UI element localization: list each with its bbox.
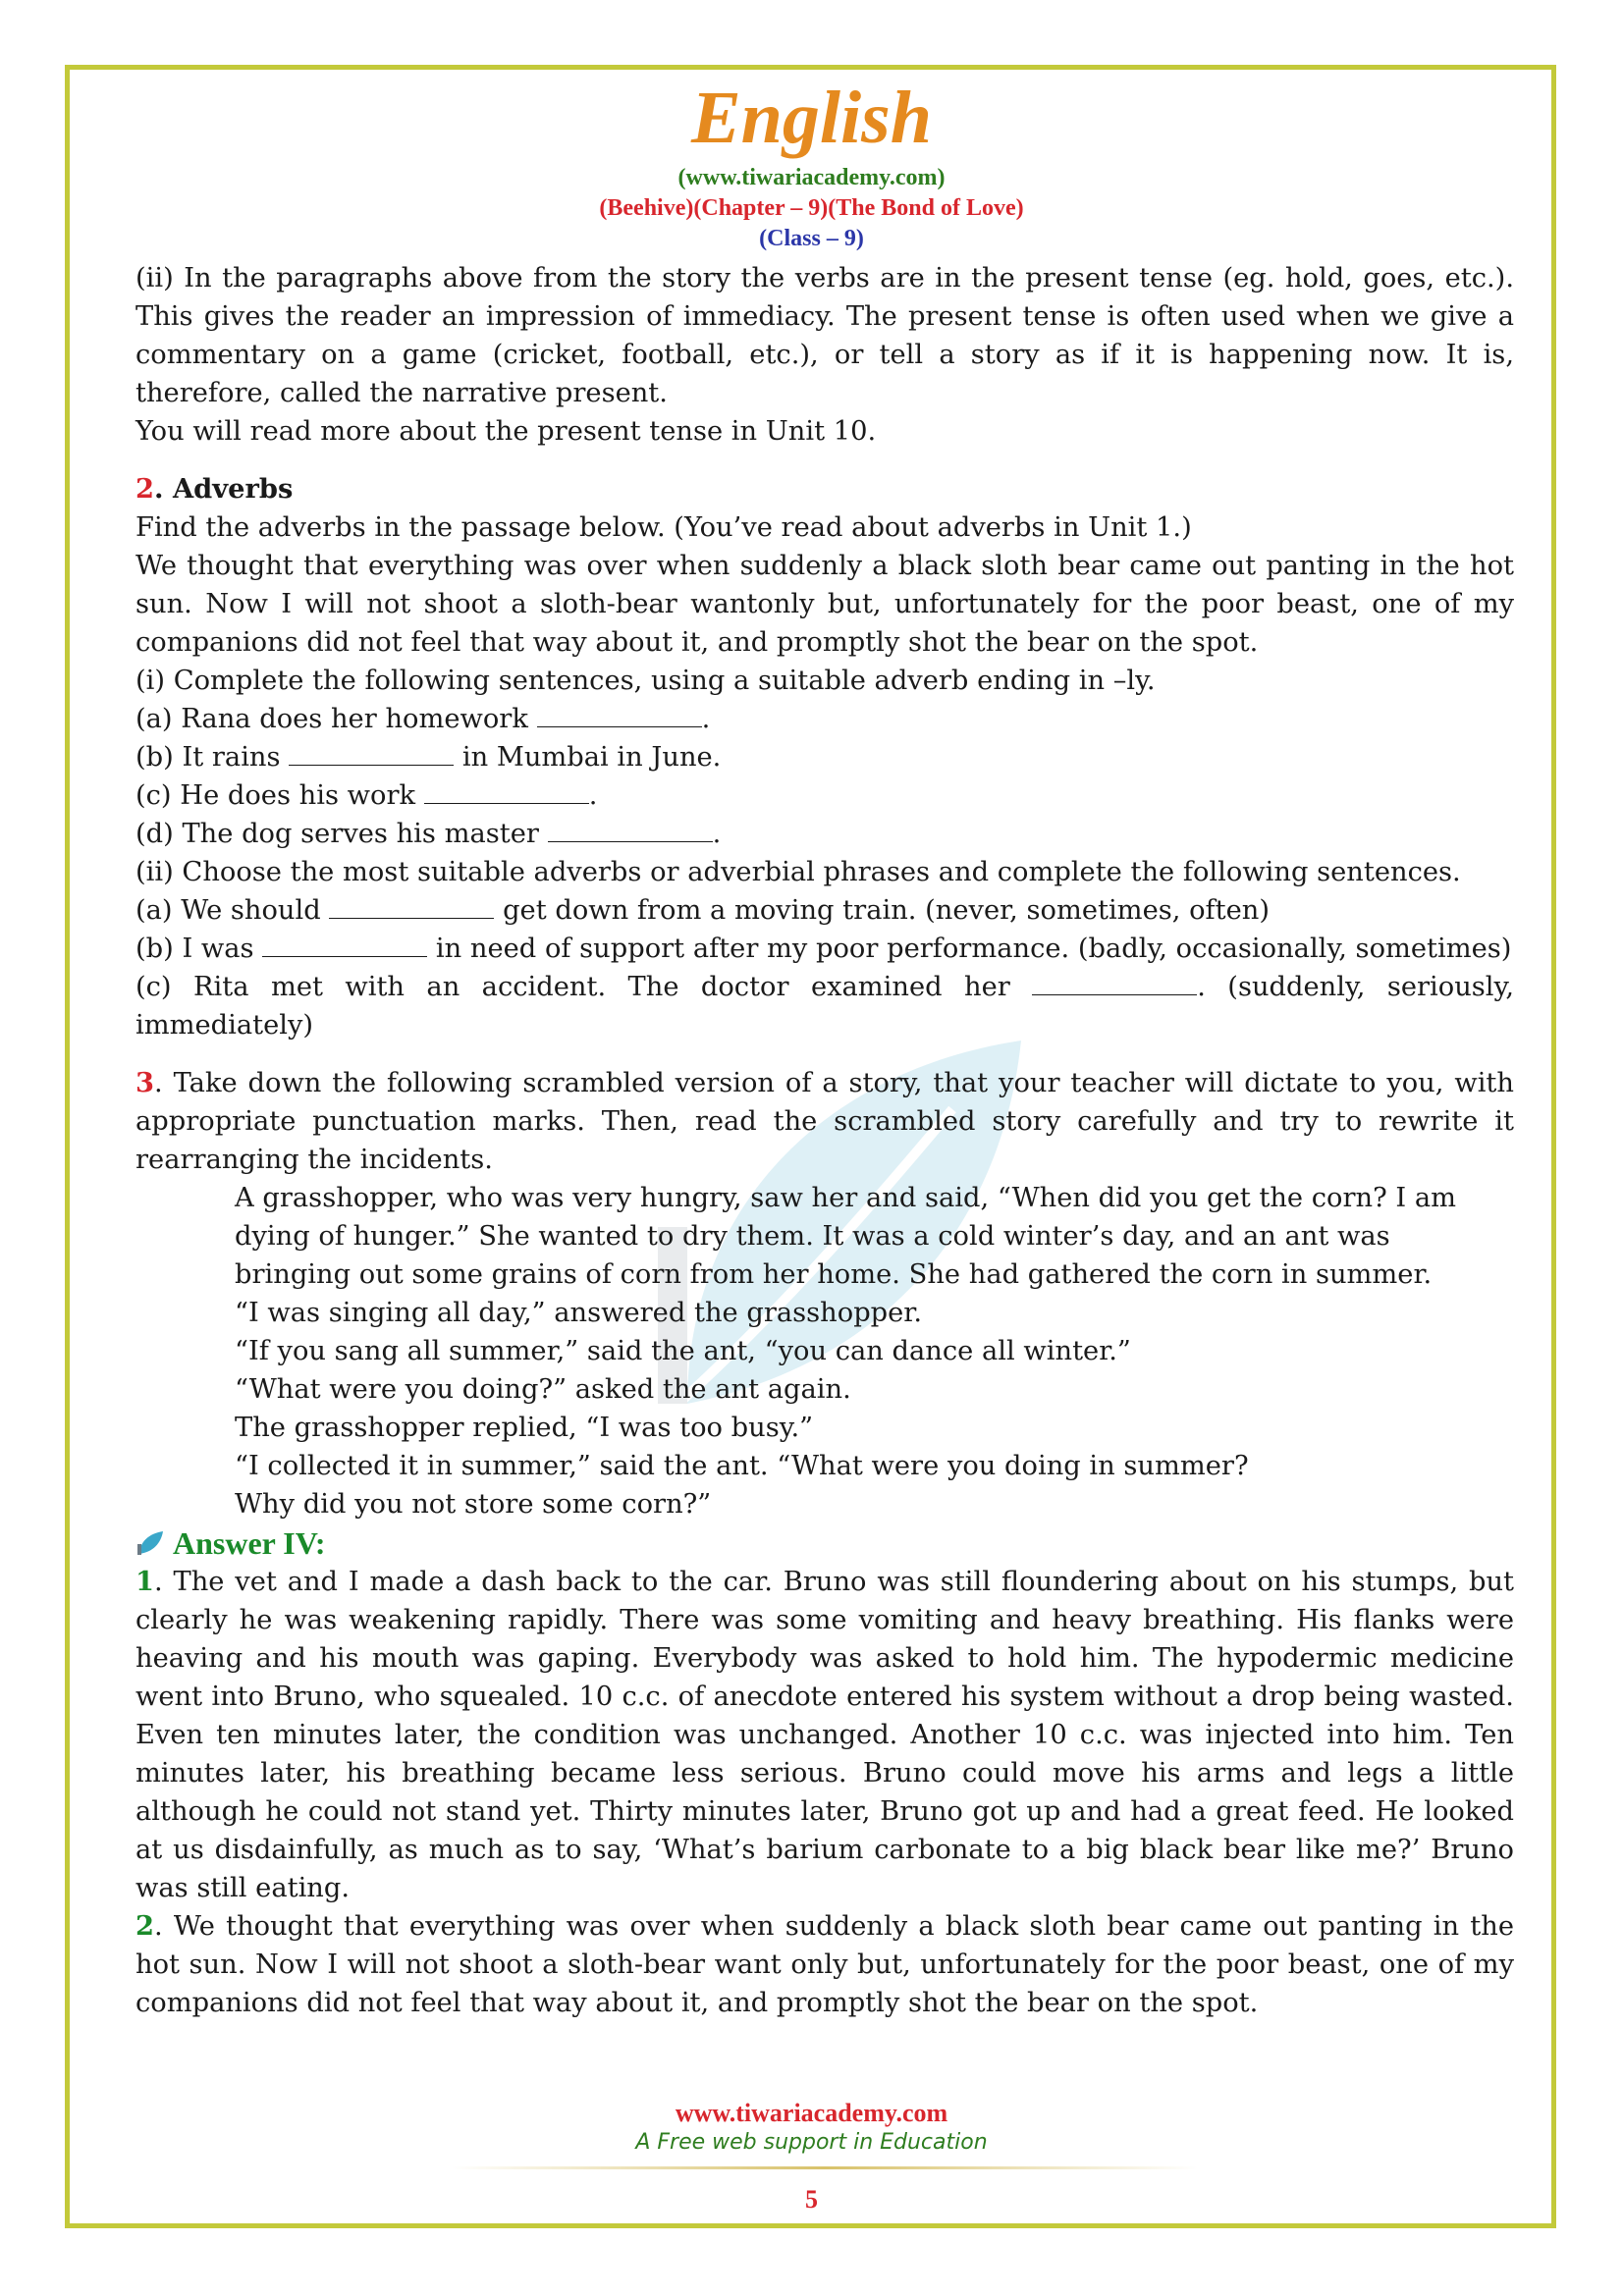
- page-title: English: [690, 77, 933, 159]
- blank-line: [262, 933, 427, 957]
- footer-website: www.tiwariacademy.com: [675, 2099, 948, 2127]
- answer-2-number: 2: [135, 1910, 154, 1942]
- q3-number: 3: [135, 1067, 154, 1098]
- header-website: (www.tiwariacademy.com): [677, 165, 946, 190]
- footer-divider: [452, 2166, 1198, 2169]
- intro-paragraph: (ii) In the paragraphs above from the story the verbs are in the present tense (eg. hold, goes, etc.). This gives the reader an impression of immediacy. The present tense is often used when we give a commentary on a game (cricket, football, etc.), or tell a story as if it is happening now. It is, therefore, called the narrative present.: [135, 263, 1514, 408]
- answer-heading: Answer IV:: [135, 1523, 1514, 1563]
- q2-part2: (ii) Choose the most suitable adverbs or adverbial phrases and complete the following sentences.: [135, 857, 1461, 887]
- story-line: “What were you doing?” asked the ant again.: [235, 1374, 851, 1405]
- page-number: 5: [805, 2185, 818, 2214]
- q2-item-a1: (a) Rana does her homework .: [135, 704, 711, 734]
- header-chapter: (Beehive)(Chapter – 9)(The Bond of Love): [599, 195, 1024, 221]
- blank-line: [1032, 971, 1197, 995]
- q2-item-c2: (c) Rita met with an accident. The doctor examined her . (suddenly, seriously, immediately): [135, 972, 1514, 1041]
- q2-item-a2: (a) We should get down from a moving train. (never, sometimes, often): [135, 895, 1270, 926]
- answer-2: 2. We thought that everything was over when suddenly a black sloth bear came out panting in the hot sun. Now I will not shoot a sloth-bear want only but, unfortunately for the poor beast, one of my companions did not feel that way about it, and promptly shot the bear on the spot.: [135, 1910, 1514, 2018]
- answer-1-number: 1: [135, 1566, 154, 1597]
- story-line: “If you sang all summer,” said the ant, “you can dance all winter.”: [235, 1336, 1131, 1366]
- header-class: (Class – 9): [759, 226, 864, 251]
- blank-line: [329, 894, 494, 919]
- q2-item-d1: (d) The dog serves his master .: [135, 819, 722, 849]
- q2-title: . Adverbs: [154, 473, 294, 505]
- blank-line: [424, 779, 589, 804]
- q2-item-b1: (b) It rains in Mumbai in June.: [135, 742, 722, 773]
- q2-part1: (i) Complete the following sentences, using a suitable adverb ending in –ly.: [135, 666, 1156, 696]
- q2-item-b2: (b) I was in need of support after my poor performance. (badly, occasionally, sometimes): [135, 934, 1512, 964]
- main-content: [135, 259, 1514, 2022]
- intro-line: You will read more about the present tense in Unit 10.: [135, 416, 877, 447]
- story-line: Why did you not store some corn?”: [235, 1489, 712, 1520]
- story-line: “I was singing all day,” answered the grasshopper.: [235, 1298, 923, 1328]
- q2-item-c1: (c) He does his work .: [135, 780, 598, 811]
- blank-line: [289, 741, 454, 766]
- q3-text: 3. Take down the following scrambled version of a story, that your teacher will dictate to you, with appropriate punctuation marks. Then, read the scrambled story carefully and try to rewrite it rearranging the incidents.: [135, 1067, 1514, 1175]
- q2-heading: [135, 470, 1514, 508]
- blank-line: [548, 818, 713, 842]
- story-line: The grasshopper replied, “I was too busy.”: [235, 1413, 814, 1443]
- footer-tagline: A Free web support in Education: [635, 2130, 988, 2155]
- story-line: “I collected it in summer,” said the ant. “What were you doing in summer?: [235, 1451, 1249, 1481]
- answer-1: 1. The vet and I made a dash back to the car. Bruno was still floundering about on his stumps, but clearly he was weakening rapidly. There was some vomiting and heavy breathing. His flanks were heaving and his mouth was gaping. Everybody was asked to hold him. The hypodermic medicine went into Bruno, who squealed. 10 c.c. of anecdote entered his system without a drop being wasted. Even ten minutes later, the condition was unchanged. Another 10 c.c. was injected into him. Ten minutes later, his breathing became less serious. Bruno could move his arms and legs a little although he could not stand yet. Thirty minutes later, Bruno got up and had a great feed. He looked at us disdainfully, as much as to say, ‘What’s barium carbonate to a big black bear like me?’ Bruno was still eating.: [135, 1566, 1514, 1903]
- leaf-logo-icon: [135, 1530, 165, 1556]
- q2-number: 2: [135, 473, 154, 505]
- q2-passage: We thought that everything was over when suddenly a black sloth bear came out panting in the hot sun. Now I will not shoot a sloth-bear wantonly but, unfortunately for the poor beast, one of my companions did not feel that way about it, and promptly shot the bear on the spot.: [135, 551, 1514, 658]
- story-line: A grasshopper, who was very hungry, saw her and said, “When did you get the corn? I am dying of hunger.” She wanted to dry them. It was a cold winter’s day, and an ant was bringing out some grains of corn from her home. She had gathered the corn in summer.: [235, 1183, 1457, 1290]
- q2-instruction: Find the adverbs in the passage below. (You’ve read about adverbs in Unit 1.): [135, 512, 1192, 543]
- blank-line: [537, 703, 702, 727]
